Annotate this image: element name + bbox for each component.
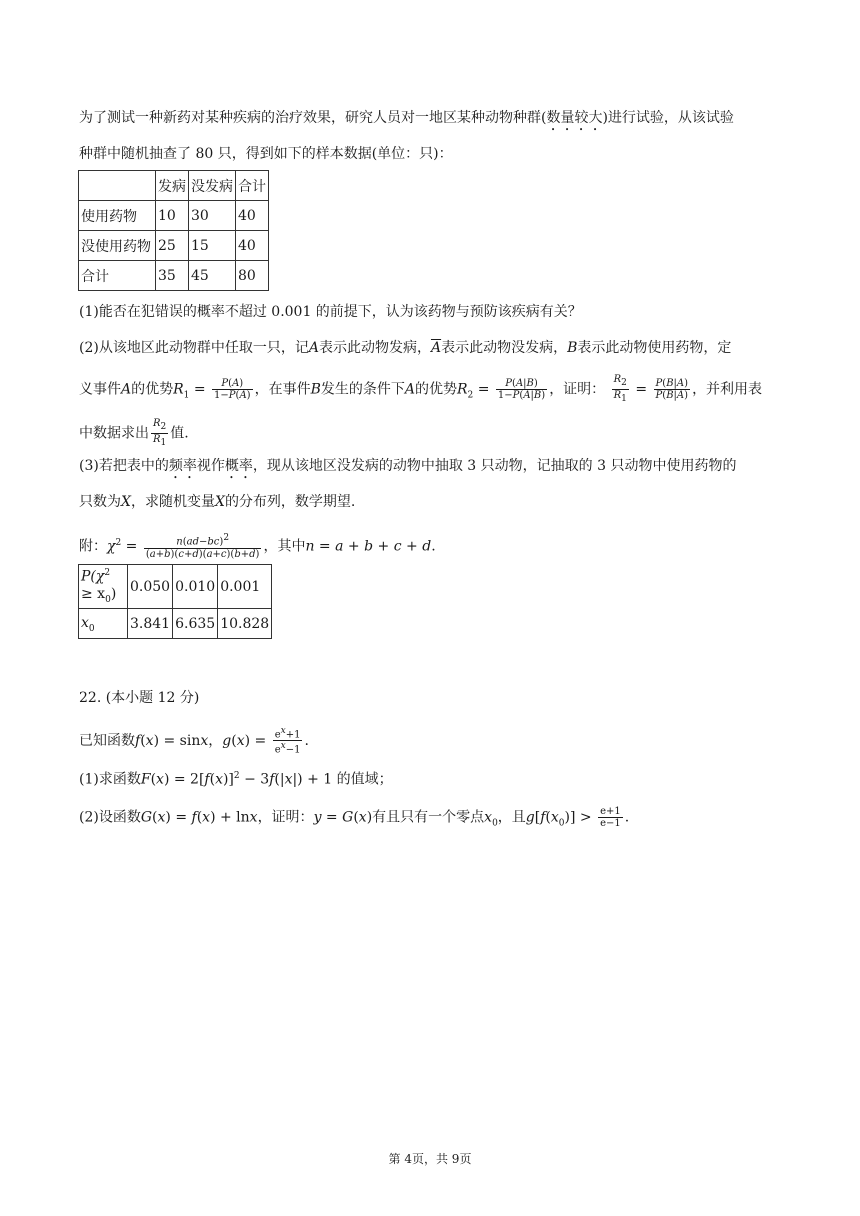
table-row [79, 201, 269, 231]
question-2-line-1: (2)从该地区此动物群中任取一只，记A表示此动物发病，$\overline{A}$表示此动物没发病，B表示此动物使用药物，定 [79, 340, 732, 356]
table-cell: 25 [156, 231, 189, 261]
question-1: (1)能否在犯错误的概率不超过 0.001 的前提下，认为该药物与预防该疾病有关？ [79, 304, 582, 320]
table-cell: 0.010 [173, 565, 218, 609]
appendix-formula: 附：$\chi^2$ = $\frac{n(ad-bc)^2}{(a+b)(c+d)(a+c)(b+d)}$ ，其中n = a + b + c + d. [79, 533, 436, 560]
table-cell: 30 [189, 201, 236, 231]
chi-square-table [78, 564, 272, 639]
question-22-title: 22. (本小题 12 分) [79, 690, 200, 706]
table-cell: 15 [189, 231, 236, 261]
question-22-given: 已知函数f(x) = sinx，g(x) = $\frac{e^x+1}{e^x-1}$ . [79, 726, 309, 756]
question-3-line-1: (3)若把表中的频率视作概率，现从该地区没发病的动物中抽取 3 只动物，记抽取的 3 只动物中使用药物的 [79, 458, 737, 474]
table-cell: 3.841 [128, 609, 173, 639]
question-22-part-2: (2)设函数G(x) = f(x) + lnx，证明：y = G(x)有且只有一个零点$x_0$，且$g[f(x_0)]$ > $\frac{e+1}{e-1}$ . [79, 806, 630, 829]
table-cell: 40 [236, 231, 269, 261]
chi-square-formula: $\frac{n(ad-bc)^2}{(a+b)(c+d)(a+c)(b+d)}$ [145, 533, 260, 560]
formula-ratio: $\frac{R_2}{R_1}$ [613, 374, 627, 404]
table-header-row [79, 171, 269, 201]
table-row [79, 609, 272, 639]
formula-r1: $\frac{P(A)}{1-P(A)}$ [214, 378, 251, 401]
formula-ratio-2: $\frac{R_2}{R_1}$ [153, 418, 167, 448]
table-cell: 35 [156, 261, 189, 291]
formula-r2: $\frac{P(A|B)}{1-P(A|B)}$ [497, 378, 546, 401]
table-cell: 合计 [79, 261, 156, 291]
intro-line-1: 为了测试一种新药对某种疾病的治疗效果，研究人员对一地区某种动物种群(数量较大)进行试验，从该试验 [79, 110, 734, 126]
formula-proof-rhs: $\frac{P(B|A)}{P(B|\overline{A})}$ [655, 378, 689, 401]
question-22-part-1: (1)求函数$F(x) = 2[f(x)]^2 - 3f(|x|) + 1$ 的值域； [79, 771, 393, 788]
table-cell: 10 [156, 201, 189, 231]
table-cell: 80 [236, 261, 269, 291]
formula-g: $\frac{e^x+1}{e^x-1}$ [274, 726, 301, 756]
table-cell: 45 [189, 261, 236, 291]
table-cell: 6.635 [173, 609, 218, 639]
table-cell: 0.050 [128, 565, 173, 609]
table-row [79, 261, 269, 291]
question-2-line-2: 义事件A的优势$R_1$ = $\frac{P(A)}{1-P(A)}$ ，在事件B发生的条件下A的优势$R_2$ = $\frac{P(A|B)}{1-P(A|B)}$ ，证明： $\frac{R_2}{R_1}$ = $\frac{P(B|A)}{P(B|\overline{A})}$ ，并利用表 [79, 374, 763, 404]
table-cell: 没使用药物 [79, 231, 156, 261]
table-cell: 发病 [156, 171, 189, 201]
table-cell: $P(\chi^2$ ≥ $x_0$) [79, 565, 128, 609]
question-2-line-3: 中数据求出 $\frac{R_2}{R_1}$ 值. [79, 418, 189, 448]
table-cell: 10.828 [218, 609, 272, 639]
table-cell: 没发病 [189, 171, 236, 201]
intro-line-2: 种群中随机抽查了 80 只，得到如下的样本数据(单位：只)： [79, 146, 453, 162]
page-footer: 第 4页，共 9页 [388, 1152, 472, 1166]
table-cell: 合计 [236, 171, 269, 201]
table-cell: 使用药物 [79, 201, 156, 231]
table-cell: 40 [236, 201, 269, 231]
question-3-line-2: 只数为X，求随机变量X的分布列，数学期望. [79, 494, 356, 510]
table-cell: $x_0$ [79, 609, 128, 639]
table-row [79, 231, 269, 261]
table-cell: 0.001 [218, 565, 272, 609]
formula-bound: $\frac{e+1}{e-1}$ [600, 806, 621, 829]
sample-data-table [78, 170, 269, 291]
table-row [79, 565, 272, 609]
table-cell [79, 171, 156, 201]
emphasis-quantity-large: 数量较大 [546, 110, 603, 126]
